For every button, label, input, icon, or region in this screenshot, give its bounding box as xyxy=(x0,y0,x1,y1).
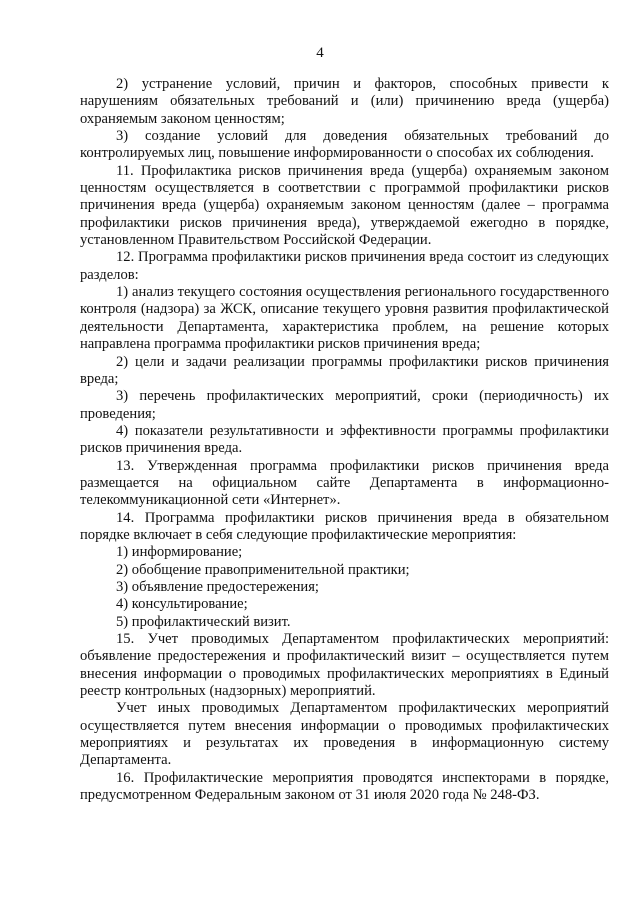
paragraph-13: 13. Утвержденная программа профилактики рисков причинения вреда размещается на официальном сайте Департамента в информационно-телекоммуникационной сети «Интернет». xyxy=(80,457,609,509)
paragraph-12-item-1: 1) анализ текущего состояния осуществления регионального государственного контроля (надзора) за ЖСК, описание текущего уровня развития профилактической деятельности Департамента, характеристика проблем, на решение которых направлена программа профилактики рисков причинения вреда; xyxy=(80,284,609,353)
paragraph-item-3-conditions: 3) создание условий для доведения обязательных требований до контролируемых лиц, повышение информированности о способах их соблюдения. xyxy=(80,128,609,162)
paragraph-14-item-5: 5) профилактический визит. xyxy=(116,613,291,630)
page-number: 4 xyxy=(316,45,324,61)
paragraph-item-2-elimination: 2) устранение условий, причин и факторов, способных привести к нарушениям обязательных требований и (или) причинению вреда (ущерба) охраняемым законом ценностям; xyxy=(80,76,609,127)
paragraph-14-item-2: 2) обобщение правоприменительной практики; xyxy=(116,561,410,578)
paragraph-12-item-3: 3) перечень профилактических мероприятий, сроки (периодичность) их проведения; xyxy=(80,388,609,422)
paragraph-12: 12. Программа профилактики рисков причинения вреда состоит из следующих разделов: xyxy=(80,249,609,283)
paragraph-15: 15. Учет проводимых Департаментом профилактических мероприятий: объявление предостережения и профилактический визит – осуществляется путем внесения информации о проводимых профилактических мероприятиях в Единый реестр контрольных (надзорных) мероприятий. xyxy=(80,631,609,700)
paragraph-16: 16. Профилактические мероприятия проводятся инспекторами в порядке, предусмотренном Федеральным законом от 31 июля 2020 года № 248-ФЗ. xyxy=(80,769,609,804)
paragraph-12-item-4: 4) показатели результативности и эффективности программы профилактики рисков причинения вреда. xyxy=(80,422,609,457)
paragraph-15-other-events: Учет иных проводимых Департаментом профилактических мероприятий осуществляется путем внесения информации о проводимых профилактических мероприятиях и результатах их проведения в информационную систему Департамента. xyxy=(80,700,609,769)
paragraph-14-item-3: 3) объявление предостережения; xyxy=(116,578,319,595)
paragraph-14-item-1: 1) информирование; xyxy=(116,544,243,561)
document-body xyxy=(80,76,609,804)
paragraph-11: 11. Профилактика рисков причинения вреда (ущерба) охраняемым законом ценностям осуществляется в соответствии с программой профилактики рисков причинения вреда (ущерба) охраняемым законом ценностям (далее – программа профилактики рисков причинения вреда), утверждаемой ежегодно в порядке, установленном Правительством Российской Федерации. xyxy=(80,162,609,249)
paragraph-12-item-2: 2) цели и задачи реализации программы профилактики рисков причинения вреда; xyxy=(80,353,609,387)
paragraph-14: 14. Программа профилактики рисков причинения вреда в обязательном порядке включает в себя следующие профилактические мероприятия: xyxy=(80,509,609,543)
paragraph-14-item-4: 4) консультирование; xyxy=(116,596,248,613)
